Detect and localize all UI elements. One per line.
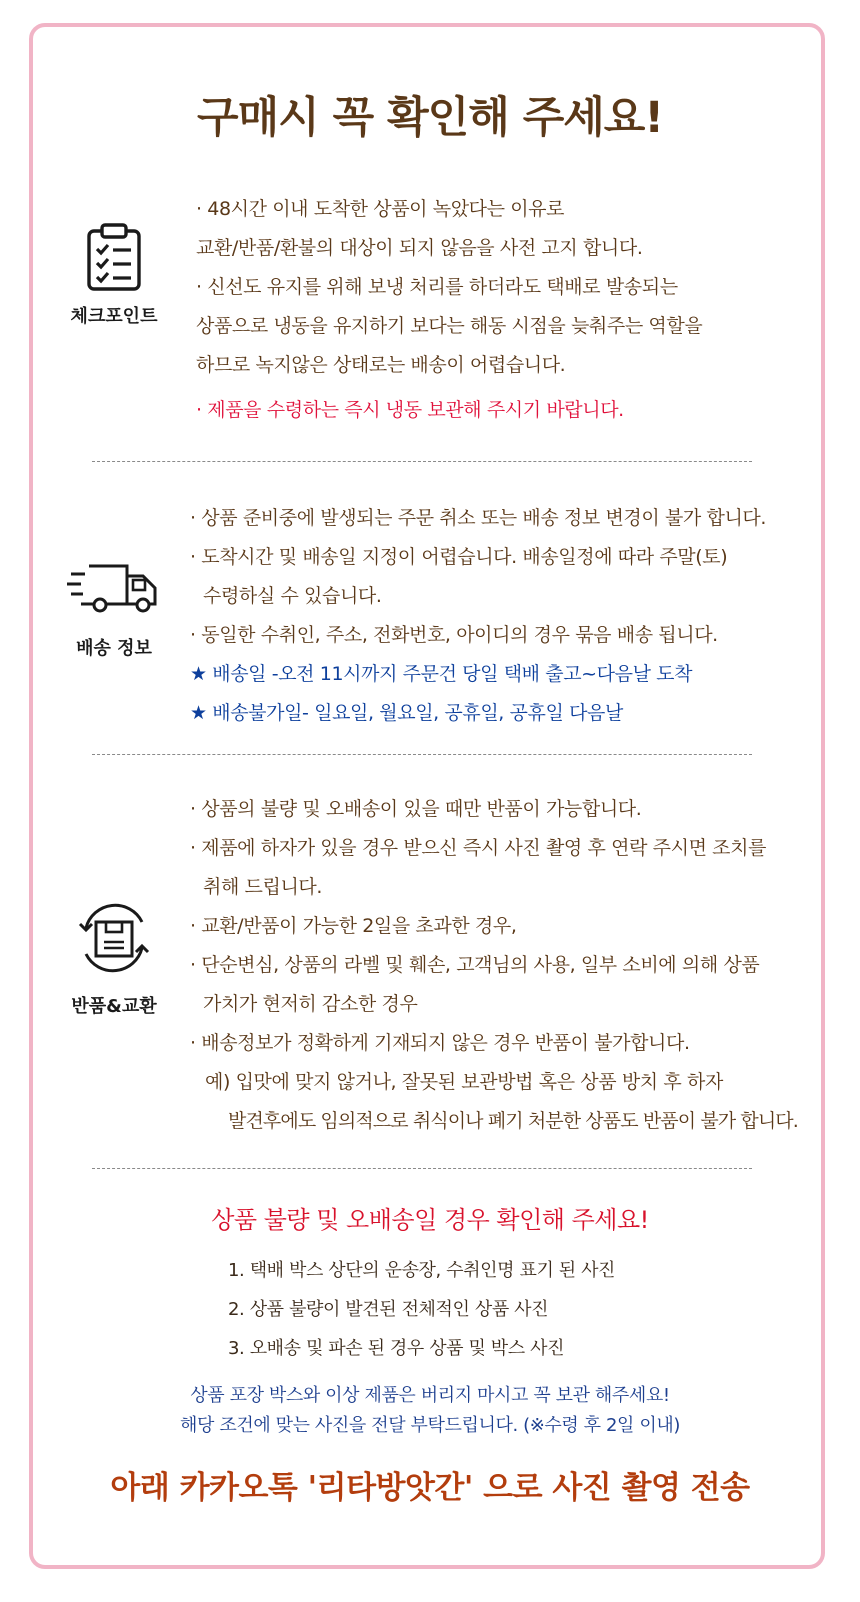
check-point-label: 체크포인트 [70, 306, 158, 327]
delivery-line: · 상품 준비중에 발생되는 주문 취소 또는 배송 정보 변경이 불가 합니다. [190, 507, 767, 529]
returns-line: · 단순변심, 상품의 라벨 및 훼손, 고객님의 사용, 일부 소비에 의해 상품 [190, 954, 760, 976]
storage-note: 상품 포장 박스와 이상 제품은 버리지 마시고 꼭 보관 해주세요! [190, 1385, 670, 1406]
returns-badge [62, 898, 166, 1018]
section-divider [92, 1168, 752, 1169]
check-line-warning: · 제품을 수령하는 즉시 냉동 보관해 주시기 바랍니다. [196, 399, 624, 421]
returns-line: 발견후에도 임의적으로 취식이나 폐기 처분한 상품도 반품이 불가 합니다. [228, 1110, 798, 1132]
section-divider [92, 754, 752, 755]
returns-line: · 배송정보가 정확하게 기재되지 않은 경우 반품이 불가합니다. [190, 1032, 690, 1054]
delivery-line-highlight: ★ 배송불가일- 일요일, 월요일, 공휴일, 공휴일 다음날 [190, 702, 623, 724]
kakaotalk-cta: 아래 카카오톡 '리타방앗간' 으로 사진 촬영 전송 [110, 1470, 750, 1506]
clipboard-checklist-icon [81, 222, 147, 292]
delivery-line: · 동일한 수취인, 주소, 전화번호, 아이디의 경우 묶음 배송 됩니다. [190, 624, 718, 646]
delivery-line: · 도착시간 및 배송일 지정이 어렵습니다. 배송일정에 따라 주말(토) [190, 546, 728, 568]
photo-note: 해당 조건에 맞는 사진을 전달 부탁드립니다. (※수령 후 2일 이내) [180, 1415, 680, 1436]
returns-line: · 제품에 하자가 있을 경우 받으신 즉시 사진 촬영 후 연락 주시면 조치를 [190, 837, 767, 859]
condition-item: 2. 상품 불량이 발견된 전체적인 상품 사진 [228, 1299, 549, 1320]
delivery-truck-icon [67, 558, 161, 618]
conditions-title: 상품 불량 및 오배송일 경우 확인해 주세요! [211, 1206, 649, 1234]
delivery-label: 배송 정보 [76, 638, 152, 659]
check-line: 교환/반품/환불의 대상이 되지 않음을 사전 고지 합니다. [196, 237, 643, 259]
check-line: 하므로 녹지않은 상태로는 배송이 어렵습니다. [196, 354, 566, 376]
page-title: 구매시 꼭 확인해 주세요! [197, 93, 663, 143]
section-divider [92, 461, 752, 462]
returns-line: · 교환/반품이 가능한 2일을 초과한 경우, [190, 915, 517, 937]
returns-line: 취해 드립니다. [203, 876, 323, 898]
check-line: · 신선도 유지를 위해 보냉 처리를 하더라도 택배로 발송되는 [196, 276, 678, 298]
returns-line: 예) 입맛에 맞지 않거나, 잘못된 보관방법 혹은 상품 방치 후 하자 [205, 1071, 723, 1093]
return-box-icon [70, 898, 158, 978]
returns-label: 반품&교환 [71, 996, 157, 1017]
check-line: 상품으로 냉동을 유지하기 보다는 해동 시점을 늦춰주는 역할을 [196, 315, 703, 337]
returns-line: 가치가 현저히 감소한 경우 [203, 993, 418, 1015]
delivery-badge [62, 558, 166, 660]
condition-item: 3. 오배송 및 파손 된 경우 상품 및 박스 사진 [228, 1338, 565, 1359]
delivery-line: 수령하실 수 있습니다. [203, 585, 382, 607]
condition-item: 1. 택배 박스 상단의 운송장, 수취인명 표기 된 사진 [228, 1260, 616, 1281]
check-point-badge [62, 222, 166, 328]
check-line: · 48시간 이내 도착한 상품이 녹았다는 이유로 [196, 198, 565, 220]
delivery-line-highlight: ★ 배송일 -오전 11시까지 주문건 당일 택배 출고~다음날 도착 [190, 663, 693, 685]
returns-line: · 상품의 불량 및 오배송이 있을 때만 반품이 가능합니다. [190, 798, 642, 820]
